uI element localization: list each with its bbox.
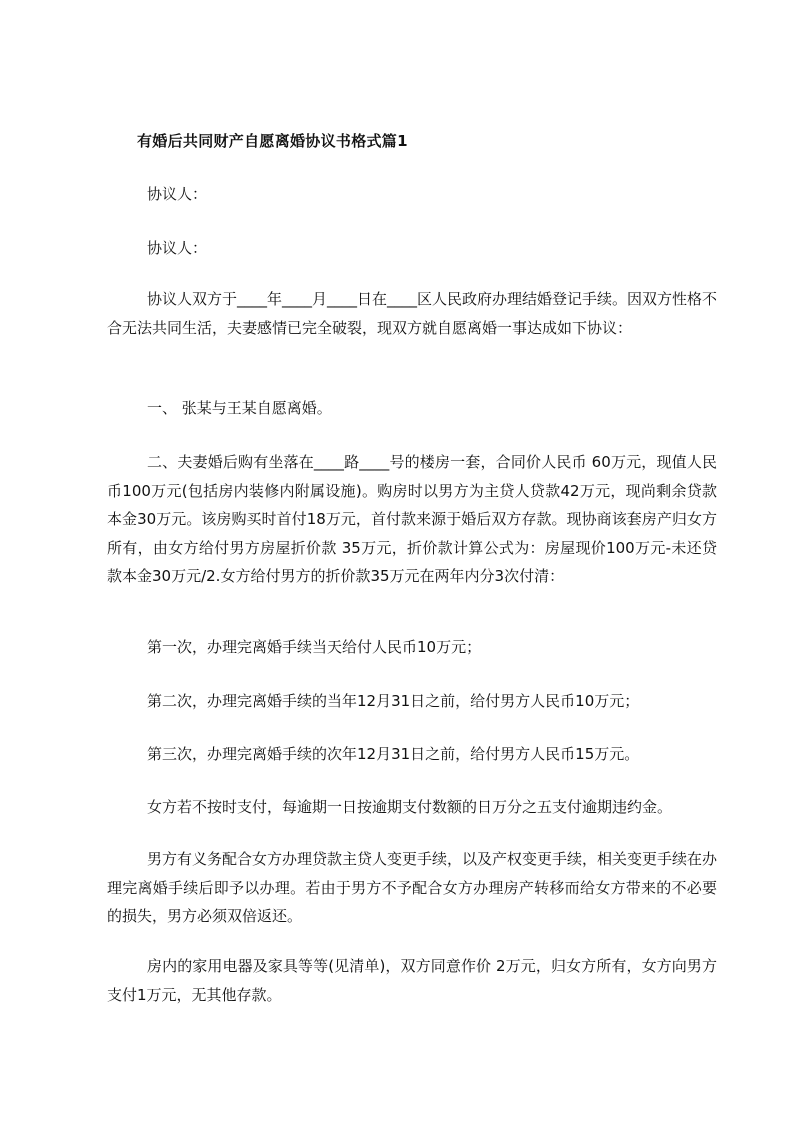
document-title: 有婚后共同财产自愿离婚协议书格式篇1 — [137, 132, 408, 150]
party-b-label: 协议人： — [147, 239, 208, 257]
payment-2: 第二次，办理完离婚手续的当年12月31日之前，给付男方人民币10万元； — [147, 692, 640, 710]
obligation-paragraph: 男方有义务配合女方办理贷款主贷人变更手续，以及产权变更手续，相关变更手续在办理完离婚手续后即予以办理。若由于男方不予配合女方办理房产转移而给女方带来的不必要的损失，男方必须双倍返还。 — [107, 850, 718, 925]
payment-1: 第一次，办理完离婚手续当天给付人民币10万元； — [147, 638, 482, 656]
appliances-paragraph: 房内的家用电器及家具等等(见清单)，双方同意作价 2万元，归女方所有，女方向男方支付1万元，无其他存款。 — [107, 957, 717, 1004]
intro-paragraph: 协议人双方于____年____月____日在____区人民政府办理结婚登记手续。因双方性格不合无法共同生活，夫妻感情已完全破裂，现双方就自愿离婚一事达成如下协议： — [107, 290, 718, 337]
clause-2: 二、夫妻婚后购有坐落在____路____号的楼房一套，合同价人民币 60万元，现值人民币100万元(包括房内装修内附属设施)。购房时以男方为主贷人贷款42万元，现尚剩余贷款本金30万元。该房购买时首付18万元，首付款来源于婚后双方存款。现协商该套房产归女方所有，由女方给付男方房屋折价款 35万元，折价款计算公式为：房屋现价100万元-未还贷款本金30万元/2.女方给付男方的折价款35万元在两年内分3次付清： — [107, 453, 717, 585]
clause-1: 一、 张某与王某自愿离婚。 — [147, 399, 332, 417]
penalty-clause: 女方若不按时支付，每逾期一日按逾期支付数额的日万分之五支付逾期违约金。 — [147, 798, 673, 816]
party-a-label: 协议人： — [147, 185, 208, 203]
payment-3: 第三次，办理完离婚手续的次年12月31日之前，给付男方人民币15万元。 — [147, 745, 640, 763]
